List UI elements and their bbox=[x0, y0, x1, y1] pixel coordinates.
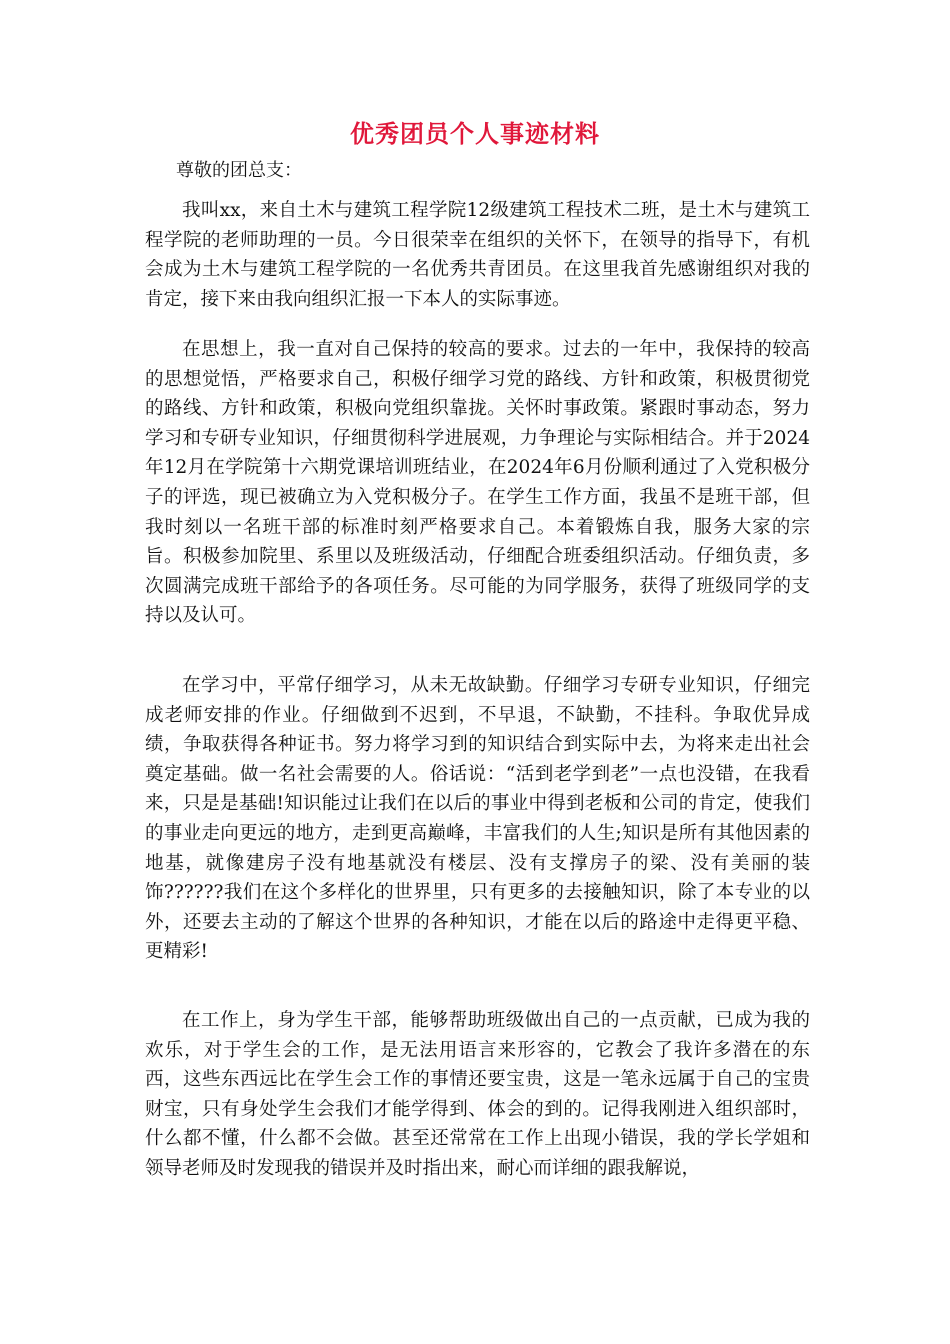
paragraph-introduction: 我叫xx，来自土木与建筑工程学院12级建筑工程技术二班，是土木与建筑工程学院的老师助理的一员。今日很荣幸在组织的关怀下，在领导的指导下，有机会成为土木与建筑工程学院的一名优秀共青团员。在这里我首先感谢组织对我的肯定，接下来由我向组织汇报一下本人的实际事迹。 bbox=[145, 200, 810, 310]
salutation: 尊敬的团总支： bbox=[176, 160, 302, 181]
paragraph-ideology: 在思想上，我一直对自己保持的较高的要求。过去的一年中，我保持的较高的思想觉悟，严格要求自己，积极仔细学习党的路线、方针和政策，积极贯彻党的路线、方针和政策，积极向党组织靠拢。关怀时事政策。紧跟时事动态，努力学习和专研专业知识，仔细贯彻科学进展观，力争理论与实际相结合。并于2024年12月在学院第十六期党课培训班结业，在2024年6月份顺利通过了入党积极分子的评选，现已被确立为入党积极分子。在学生工作方面，我虽不是班干部，但我时刻以一名班干部的标准时刻严格要求自己。本着锻炼自我，服务大家的宗旨。积极参加院里、系里以及班级活动，仔细配合班委组织活动。仔细负责，多次圆满完成班干部给予的各项任务。尽可能的为同学服务，获得了班级同学的支持以及认可。 bbox=[145, 339, 810, 627]
paragraph-work: 在工作上，身为学生干部，能够帮助班级做出自己的一点贡献，已成为我的欢乐，对于学生会的工作，是无法用语言来形容的，它教会了我许多潜在的东西，这些东西远比在学生会工作的事情还要宝贵，这是一笔永远属于自己的宝贵财宝，只有身处学生会我们才能学得到、体会的到的。记得我刚进入组织部时，什么都不懂，什么都不会做。甚至还常常在工作上出现小错误，我的学长学姐和领导老师及时发现我的错误并及时指出来，耐心而详细的跟我解说， bbox=[145, 1010, 810, 1179]
document-title: 优秀团员个人事迹材料 bbox=[350, 120, 600, 148]
paragraph-study: 在学习中，平常仔细学习，从未无故缺勤。仔细学习专研专业知识，仔细完成老师安排的作业。仔细做到不迟到，不早退，不缺勤，不挂科。争取优异成绩，争取获得各种证书。努力将学习到的知识结合到实际中去，为将来走出社会奠定基础。做一名社会需要的人。俗话说：“活到老学到老”一点也没错，在我看来，只是是基础!知识能过让我们在以后的事业中得到老板和公司的肯定，使我们的事业走向更远的地方，走到更高巅峰，丰富我们的人生;知识是所有其他因素的地基，就像建房子没有地基就没有楼层、没有支撑房子的梁、没有美丽的装饰??????我们在这个多样化的世界里，只有更多的去接触知识，除了本专业的以外，还要去主动的了解这个世界的各种知识，才能在以后的路途中走得更平稳、更精彩! bbox=[145, 675, 810, 963]
